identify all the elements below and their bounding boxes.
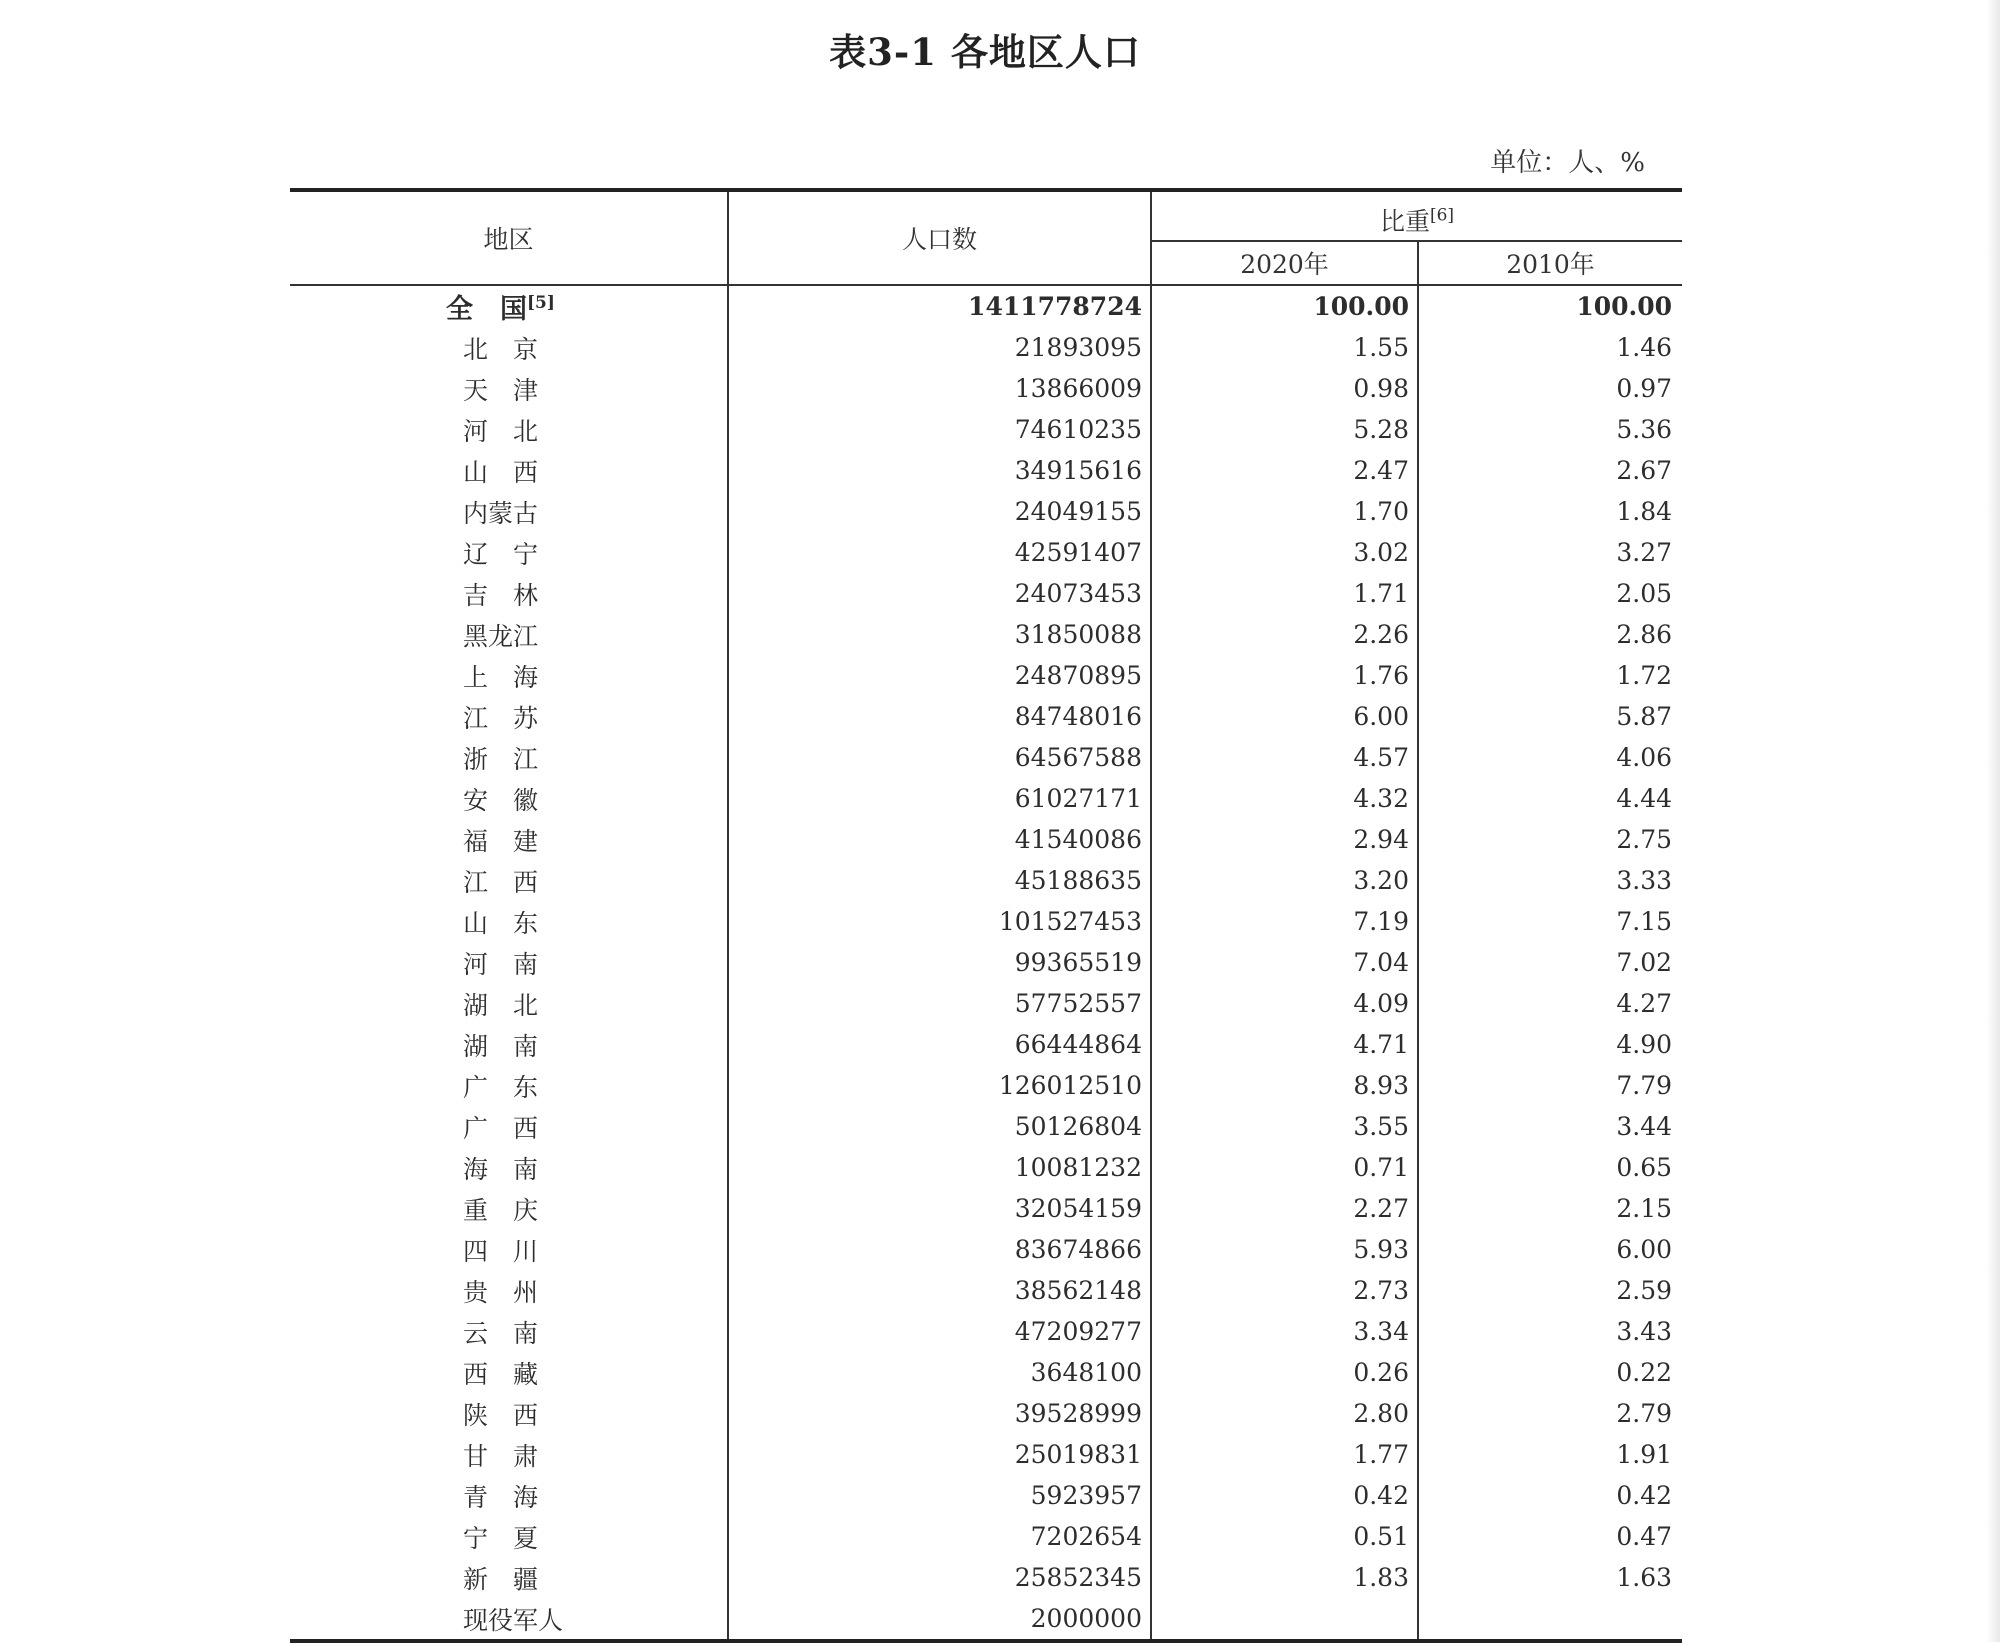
table-row — [290, 1106, 1682, 1147]
share-2020-value: 1.83 — [1151, 1557, 1418, 1598]
population-value: 3648100 — [728, 1352, 1151, 1393]
share-2010-value: 3.43 — [1418, 1311, 1682, 1352]
share-2020-value: 3.02 — [1151, 532, 1418, 573]
population-value: 31850088 — [728, 614, 1151, 655]
share-2020-value: 2.94 — [1151, 819, 1418, 860]
table-row — [290, 1147, 1682, 1188]
table-row-total — [290, 285, 1682, 327]
table-row — [290, 1557, 1682, 1598]
table-row — [290, 1352, 1682, 1393]
population-value: 84748016 — [728, 696, 1151, 737]
population-value: 5923957 — [728, 1475, 1151, 1516]
population-value: 47209277 — [728, 1311, 1151, 1352]
share-2020-value: 0.42 — [1151, 1475, 1418, 1516]
page-title: 表3-1 各地区人口 — [829, 30, 1141, 74]
share-2020-value: 2.27 — [1151, 1188, 1418, 1229]
region-name: 天 津 — [463, 375, 539, 405]
region-name: 上 海 — [463, 662, 539, 692]
share-2020-value: 4.09 — [1151, 983, 1418, 1024]
share-2020-value: 100.00 — [1151, 285, 1418, 327]
population-value: 10081232 — [728, 1147, 1151, 1188]
table-row — [290, 532, 1682, 573]
share-2010-value: 2.86 — [1418, 614, 1682, 655]
population-value: 32054159 — [728, 1188, 1151, 1229]
share-2010-value: 3.44 — [1418, 1106, 1682, 1147]
population-value: 24073453 — [728, 573, 1151, 614]
region-name: 湖 北 — [463, 990, 539, 1020]
share-2020-value — [1151, 1598, 1418, 1641]
share-2020-value: 5.93 — [1151, 1229, 1418, 1270]
share-2010-value: 7.15 — [1418, 901, 1682, 942]
share-2010-value: 5.36 — [1418, 409, 1682, 450]
region-name: 全 国[5] — [446, 293, 555, 325]
share-2010-value: 1.63 — [1418, 1557, 1682, 1598]
region-name: 安 徽 — [463, 785, 539, 815]
table-row — [290, 614, 1682, 655]
share-2010-value: 2.75 — [1418, 819, 1682, 860]
share-2010-value: 0.47 — [1418, 1516, 1682, 1557]
header-year-2020: 2020年 — [1151, 241, 1418, 285]
table-body — [290, 285, 1682, 1641]
table-row — [290, 696, 1682, 737]
share-2020-value: 2.73 — [1151, 1270, 1418, 1311]
population-value: 61027171 — [728, 778, 1151, 819]
population-value: 25852345 — [728, 1557, 1151, 1598]
share-2010-value: 5.87 — [1418, 696, 1682, 737]
region-name: 山 东 — [463, 908, 539, 938]
share-2010-value: 4.06 — [1418, 737, 1682, 778]
share-2010-value: 2.05 — [1418, 573, 1682, 614]
region-name: 江 苏 — [463, 703, 539, 733]
share-2020-value: 0.26 — [1151, 1352, 1418, 1393]
population-value: 50126804 — [728, 1106, 1151, 1147]
share-2020-value: 0.51 — [1151, 1516, 1418, 1557]
table-row — [290, 860, 1682, 901]
table-row — [290, 1434, 1682, 1475]
table-row — [290, 450, 1682, 491]
table-row — [290, 1188, 1682, 1229]
share-2010-value: 3.33 — [1418, 860, 1682, 901]
region-name: 湖 南 — [463, 1031, 539, 1061]
header-region: 地区 — [290, 190, 728, 285]
population-value: 24049155 — [728, 491, 1151, 532]
share-2010-value: 6.00 — [1418, 1229, 1682, 1270]
table-row — [290, 737, 1682, 778]
header-share: 比重[6] — [1151, 190, 1682, 241]
share-2020-value: 4.71 — [1151, 1024, 1418, 1065]
share-2010-value: 100.00 — [1418, 285, 1682, 327]
share-2020-value: 2.47 — [1151, 450, 1418, 491]
population-value: 7202654 — [728, 1516, 1151, 1557]
population-value: 25019831 — [728, 1434, 1151, 1475]
population-value: 74610235 — [728, 409, 1151, 450]
region-name: 辽 宁 — [463, 539, 539, 569]
region-name: 北 京 — [463, 334, 539, 364]
population-value: 41540086 — [728, 819, 1151, 860]
region-name: 重 庆 — [463, 1195, 539, 1225]
share-2020-value: 5.28 — [1151, 409, 1418, 450]
region-name: 陕 西 — [463, 1400, 539, 1430]
table-row — [290, 573, 1682, 614]
table-row — [290, 1229, 1682, 1270]
share-2010-value: 7.02 — [1418, 942, 1682, 983]
share-2010-value: 3.27 — [1418, 532, 1682, 573]
header-population: 人口数 — [728, 190, 1151, 285]
population-value: 13866009 — [728, 368, 1151, 409]
table-row — [290, 1311, 1682, 1352]
share-2020-value: 2.80 — [1151, 1393, 1418, 1434]
table-row — [290, 655, 1682, 696]
region-name: 宁 夏 — [463, 1523, 539, 1553]
table-row — [290, 983, 1682, 1024]
table-row — [290, 491, 1682, 532]
share-2020-value: 1.77 — [1151, 1434, 1418, 1475]
share-2010-value: 1.84 — [1418, 491, 1682, 532]
unit-note: 单位：人、% — [1490, 148, 1645, 178]
region-name: 江 西 — [463, 867, 539, 897]
population-value: 1411778724 — [728, 285, 1151, 327]
population-value: 64567588 — [728, 737, 1151, 778]
population-value: 2000000 — [728, 1598, 1151, 1641]
share-2020-value: 6.00 — [1151, 696, 1418, 737]
header-year-2010: 2010年 — [1418, 241, 1682, 285]
table-row — [290, 1270, 1682, 1311]
population-value: 38562148 — [728, 1270, 1151, 1311]
share-2020-value: 1.71 — [1151, 573, 1418, 614]
region-name: 浙 江 — [463, 744, 539, 774]
population-value: 57752557 — [728, 983, 1151, 1024]
share-2020-value: 7.19 — [1151, 901, 1418, 942]
table-row — [290, 1065, 1682, 1106]
region-name: 云 南 — [463, 1318, 539, 1348]
table-row — [290, 1598, 1682, 1641]
share-2010-value: 2.67 — [1418, 450, 1682, 491]
table-row — [290, 368, 1682, 409]
population-value: 39528999 — [728, 1393, 1151, 1434]
population-value: 99365519 — [728, 942, 1151, 983]
population-value: 83674866 — [728, 1229, 1151, 1270]
table-row — [290, 819, 1682, 860]
table-row — [290, 409, 1682, 450]
region-name: 海 南 — [463, 1154, 539, 1184]
share-2020-value: 4.57 — [1151, 737, 1418, 778]
share-2010-value: 7.79 — [1418, 1065, 1682, 1106]
share-2020-value: 1.55 — [1151, 327, 1418, 368]
population-value: 34915616 — [728, 450, 1151, 491]
share-2020-value: 3.20 — [1151, 860, 1418, 901]
region-name: 山 西 — [463, 457, 539, 487]
table-row — [290, 1393, 1682, 1434]
region-name: 河 南 — [463, 949, 539, 979]
table-row — [290, 901, 1682, 942]
share-2010-value: 0.65 — [1418, 1147, 1682, 1188]
population-value: 24870895 — [728, 655, 1151, 696]
region-name: 吉 林 — [463, 580, 539, 610]
region-name: 黑龙江 — [463, 621, 539, 651]
share-2010-value: 0.22 — [1418, 1352, 1682, 1393]
share-2010-value: 4.90 — [1418, 1024, 1682, 1065]
region-name: 四 川 — [463, 1236, 539, 1266]
share-2020-value: 3.55 — [1151, 1106, 1418, 1147]
table-row — [290, 1024, 1682, 1065]
page-edge-shade — [1986, 0, 2000, 1642]
share-2010-value: 1.91 — [1418, 1434, 1682, 1475]
region-name: 新 疆 — [463, 1564, 539, 1594]
share-2020-value: 2.26 — [1151, 614, 1418, 655]
table-row — [290, 1516, 1682, 1557]
region-name: 西 藏 — [463, 1359, 539, 1389]
share-2010-value: 4.44 — [1418, 778, 1682, 819]
population-value: 45188635 — [728, 860, 1151, 901]
table-row — [290, 778, 1682, 819]
share-2020-value: 7.04 — [1151, 942, 1418, 983]
footnote-5: [5] — [527, 293, 555, 313]
region-name: 广 东 — [463, 1072, 539, 1102]
population-value: 42591407 — [728, 532, 1151, 573]
table-row — [290, 327, 1682, 368]
share-2020-value: 1.76 — [1151, 655, 1418, 696]
share-2020-value: 0.98 — [1151, 368, 1418, 409]
share-2010-value: 0.97 — [1418, 368, 1682, 409]
region-name: 福 建 — [463, 826, 539, 856]
share-2010-value: 4.27 — [1418, 983, 1682, 1024]
table-row — [290, 1475, 1682, 1516]
share-2020-value: 8.93 — [1151, 1065, 1418, 1106]
table-header — [290, 190, 1682, 285]
share-2020-value: 0.71 — [1151, 1147, 1418, 1188]
population-value: 101527453 — [728, 901, 1151, 942]
share-2010-value: 2.79 — [1418, 1393, 1682, 1434]
share-2020-value: 4.32 — [1151, 778, 1418, 819]
share-2010-value: 0.42 — [1418, 1475, 1682, 1516]
region-name: 内蒙古 — [463, 498, 539, 528]
share-2020-value: 3.34 — [1151, 1311, 1418, 1352]
region-name: 河 北 — [463, 416, 539, 446]
population-table — [290, 188, 1682, 1643]
region-name: 广 西 — [463, 1113, 539, 1143]
region-name: 现役军人 — [290, 1598, 728, 1641]
share-2010-value — [1418, 1598, 1682, 1641]
population-value: 21893095 — [728, 327, 1151, 368]
share-2010-value: 2.15 — [1418, 1188, 1682, 1229]
footnote-6: [6] — [1429, 205, 1455, 226]
share-2010-value: 2.59 — [1418, 1270, 1682, 1311]
population-value: 66444864 — [728, 1024, 1151, 1065]
share-2010-value: 1.72 — [1418, 655, 1682, 696]
share-2010-value: 1.46 — [1418, 327, 1682, 368]
table-row — [290, 942, 1682, 983]
region-name: 甘 肃 — [463, 1441, 539, 1471]
share-2020-value: 1.70 — [1151, 491, 1418, 532]
region-name: 贵 州 — [463, 1277, 539, 1307]
region-name: 青 海 — [463, 1482, 539, 1512]
population-value: 126012510 — [728, 1065, 1151, 1106]
